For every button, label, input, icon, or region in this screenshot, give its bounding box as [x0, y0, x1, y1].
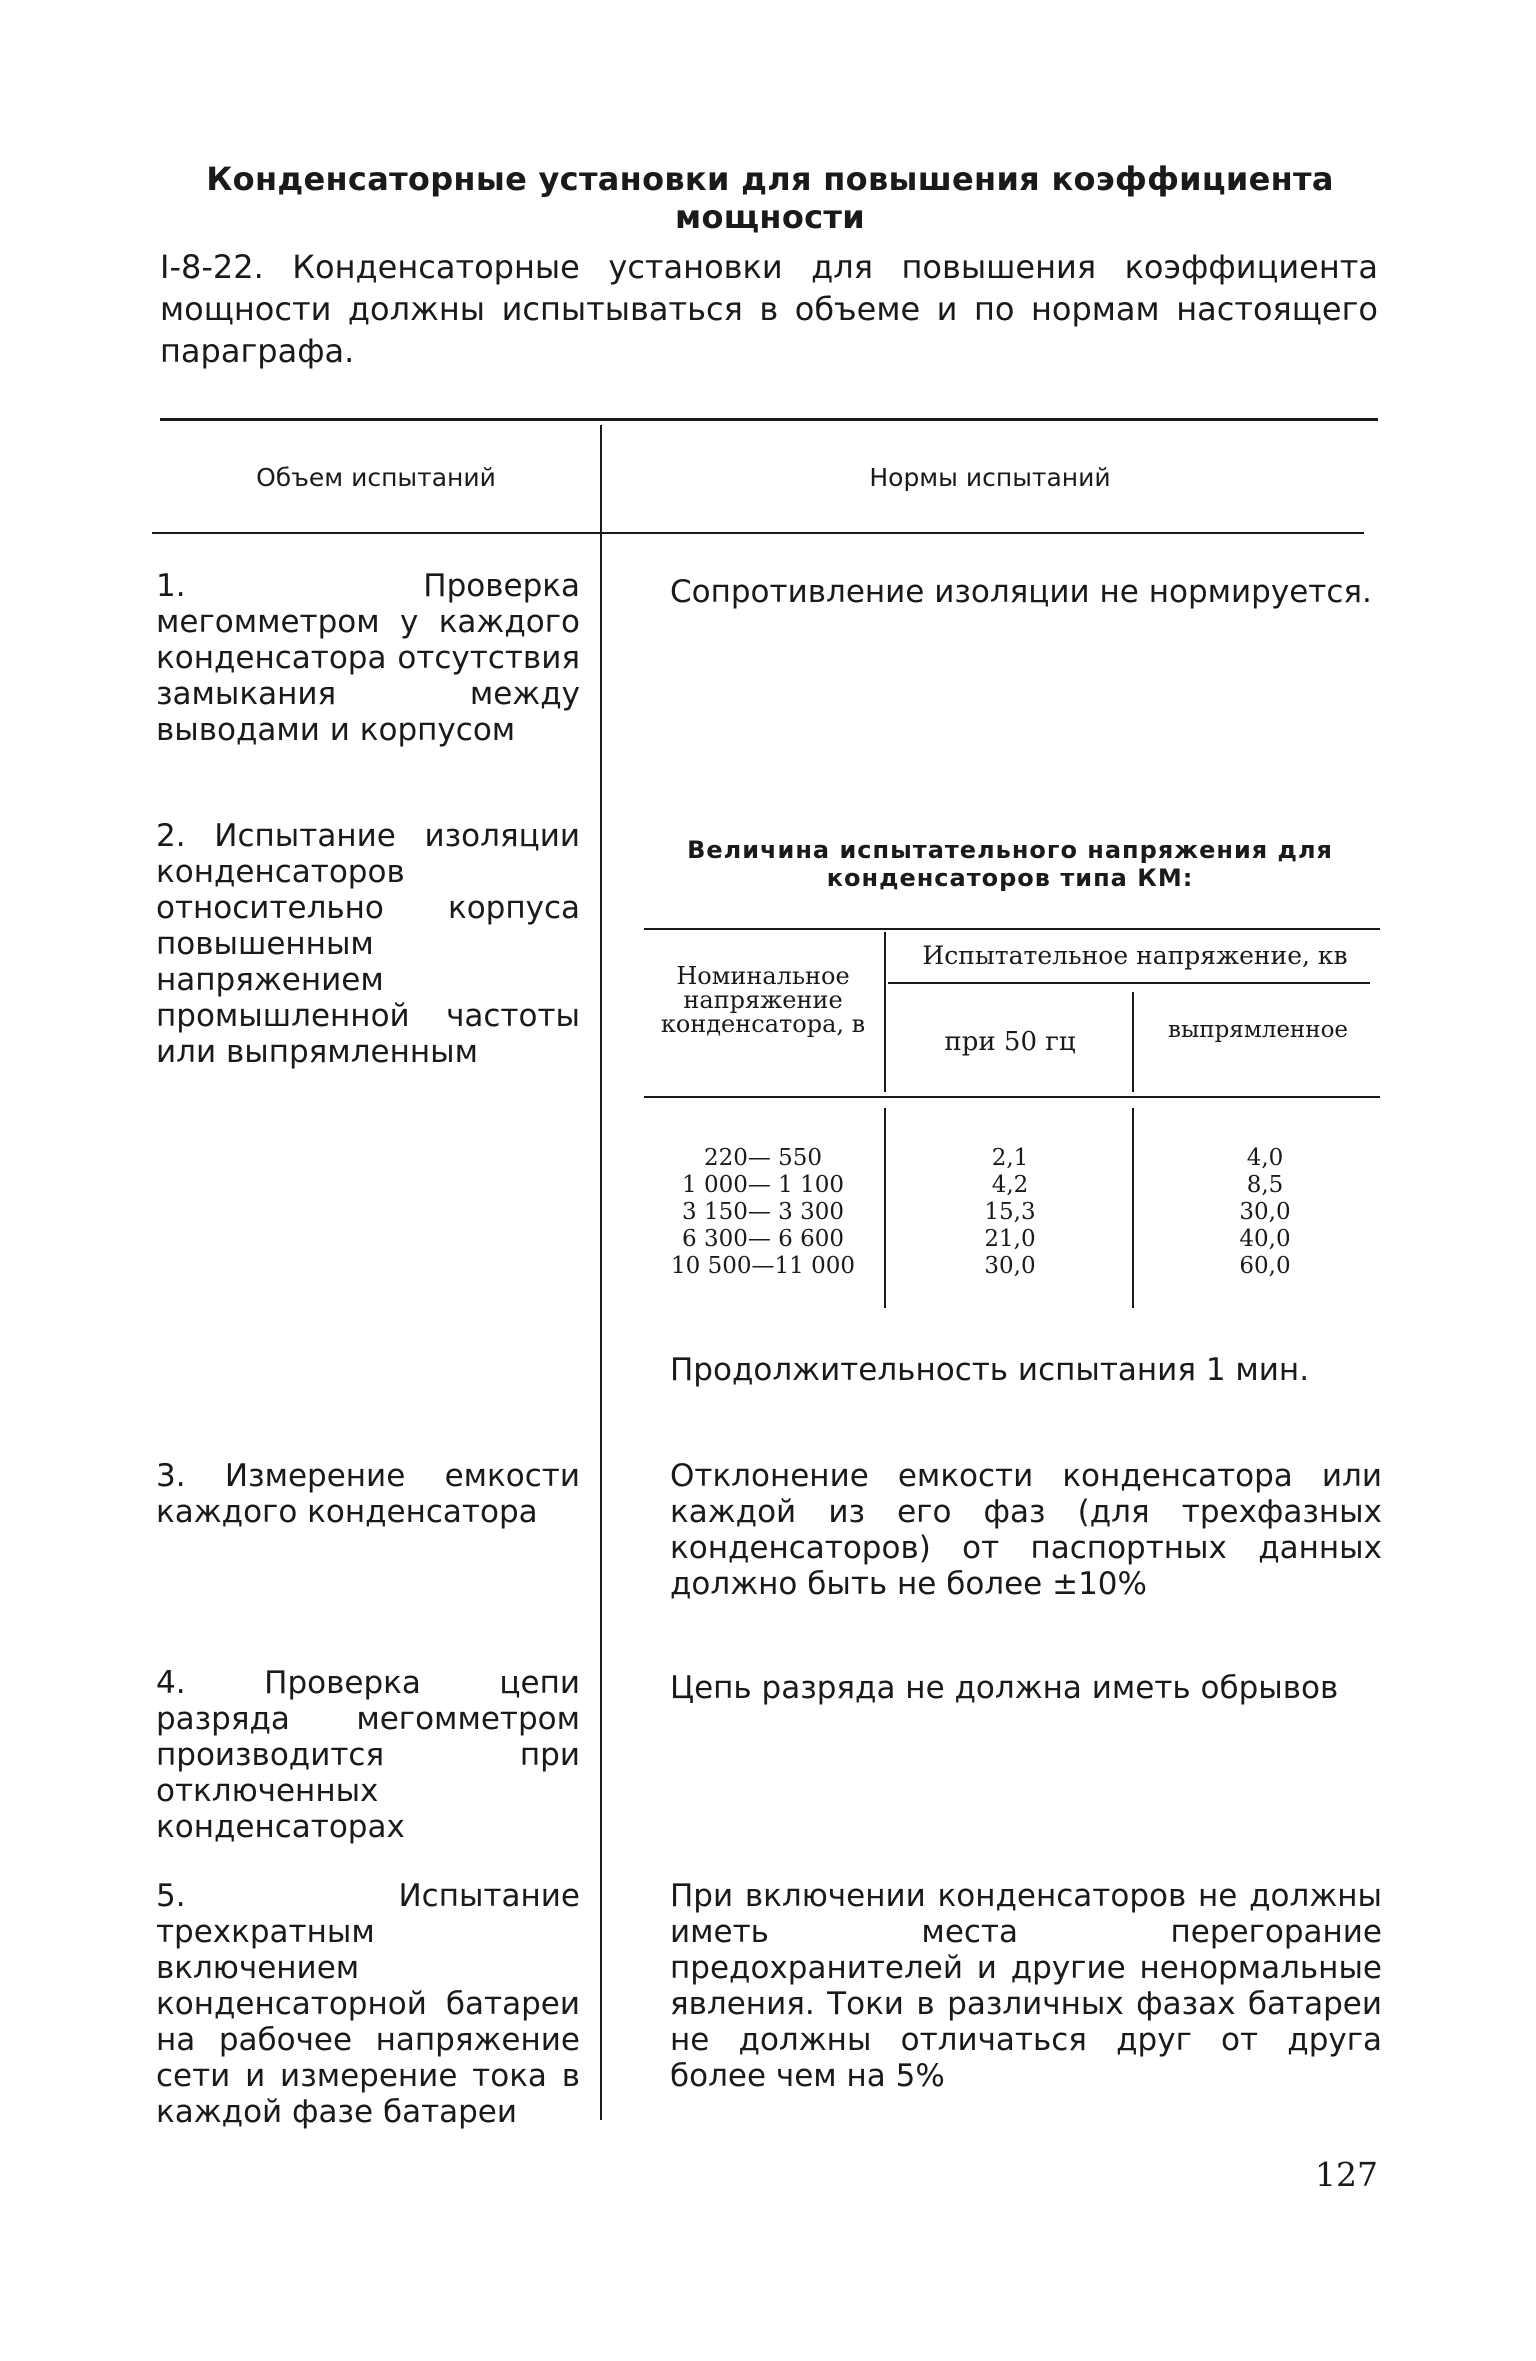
voltage-table-header-rule	[644, 1096, 1380, 1098]
voltage-cell-nominal-3: 6 300— 6 600	[682, 1226, 844, 1252]
intro-paragraph: I-8-22. Конденсаторные установки для повышения коэффициента мощности должны испытываться в объеме и по нормам настоящего параграфа.	[160, 248, 1378, 370]
voltage-cell-at_50hz-1: 4,2	[991, 1172, 1029, 1198]
voltage-cell-at_50hz-0: 2,1	[991, 1145, 1029, 1171]
table-top-rule	[160, 418, 1378, 421]
voltage-cell-at_50hz-3: 21,0	[984, 1226, 1036, 1252]
col-50hz-header: при 50 гц	[944, 1027, 1076, 1057]
voltage-table-divider-2-body	[1132, 1108, 1134, 1308]
voltage-cell-nominal-2: 3 150— 3 300	[682, 1199, 844, 1225]
col-rectified-values	[1210, 1145, 1320, 1280]
row1-scope: 1. Проверка мегомметром у каждого конденсатора отсутствия замыкания между выводами и корпусом	[156, 568, 580, 748]
voltage-cell-nominal-1: 1 000— 1 100	[682, 1172, 844, 1198]
row4-norm: Цепь разряда не должна иметь обрывов	[670, 1670, 1339, 1706]
table-column-divider	[600, 425, 602, 2120]
voltage-table-subheader-rule	[888, 982, 1370, 984]
section-title: Конденсаторные установки для повышения коэффициента мощности	[206, 160, 1334, 236]
row5-norm: При включении конденсаторов не должны иметь места перегорание предохранителей и другие ненормальные явления. Токи в различных фазах батареи не должны отличаться друг от друга более чем на 5%	[670, 1878, 1382, 2094]
col-test-voltage-header: Испытательное напряжение, кв	[922, 941, 1348, 970]
row5-scope: 5. Испытание трехкратным включением конденсаторной батареи на рабочее напряжение сети и измерение тока в каждой фазе батареи	[156, 1878, 580, 2130]
col-nominal-voltage-header: Номинальное напряжение конденсатора, в	[660, 962, 866, 1038]
header-norms: Нормы испытаний	[869, 463, 1111, 492]
voltage-cell-rectified-4: 60,0	[1239, 1253, 1291, 1279]
col-nominal-values	[648, 1145, 878, 1280]
voltage-table-divider-1	[884, 932, 886, 1092]
col-rectified-header: выпрямленное	[1168, 1017, 1349, 1043]
row3-norm: Отклонение емкости конденсатора или каждой из его фаз (для трехфазных конденсаторов) от паспортных данных должно быть не более ±10%	[670, 1458, 1382, 1602]
voltage-cell-at_50hz-2: 15,3	[984, 1199, 1036, 1225]
voltage-cell-at_50hz-4: 30,0	[984, 1253, 1036, 1279]
row2-scope: 2. Испытание изоляции конденсаторов относительно корпуса повышенным напряжением промышленной частоты или выпрямленным	[156, 818, 580, 1070]
voltage-cell-nominal-4: 10 500—11 000	[671, 1253, 855, 1279]
page-number: 127	[1315, 2155, 1378, 2194]
voltage-cell-nominal-0: 220— 550	[703, 1145, 823, 1171]
row4-scope: 4. Проверка цепи разряда мегомметром производится при отключенных конденсаторах	[156, 1665, 580, 1845]
row1-norm: Сопротивление изоляции не нормируется.	[670, 574, 1372, 610]
voltage-table-divider-2	[1132, 992, 1134, 1092]
header-scope: Объем испытаний	[256, 463, 496, 492]
row3-scope: 3. Измерение емкости каждого конденсатора	[156, 1458, 580, 1530]
row2-norm-footer: Продолжительность испытания 1 мин.	[670, 1352, 1310, 1388]
col-50hz-values	[960, 1145, 1060, 1280]
voltage-table-top-rule	[644, 928, 1380, 930]
table-header-rule	[152, 532, 1364, 534]
voltage-cell-rectified-3: 40,0	[1239, 1226, 1291, 1252]
voltage-cell-rectified-2: 30,0	[1239, 1199, 1291, 1225]
voltage-table-title: Величина испытательного напряжения для конденсаторов типа КМ:	[687, 836, 1333, 892]
voltage-table-divider-1-body	[884, 1108, 886, 1308]
voltage-cell-rectified-0: 4,0	[1246, 1145, 1284, 1171]
voltage-cell-rectified-1: 8,5	[1246, 1172, 1284, 1198]
